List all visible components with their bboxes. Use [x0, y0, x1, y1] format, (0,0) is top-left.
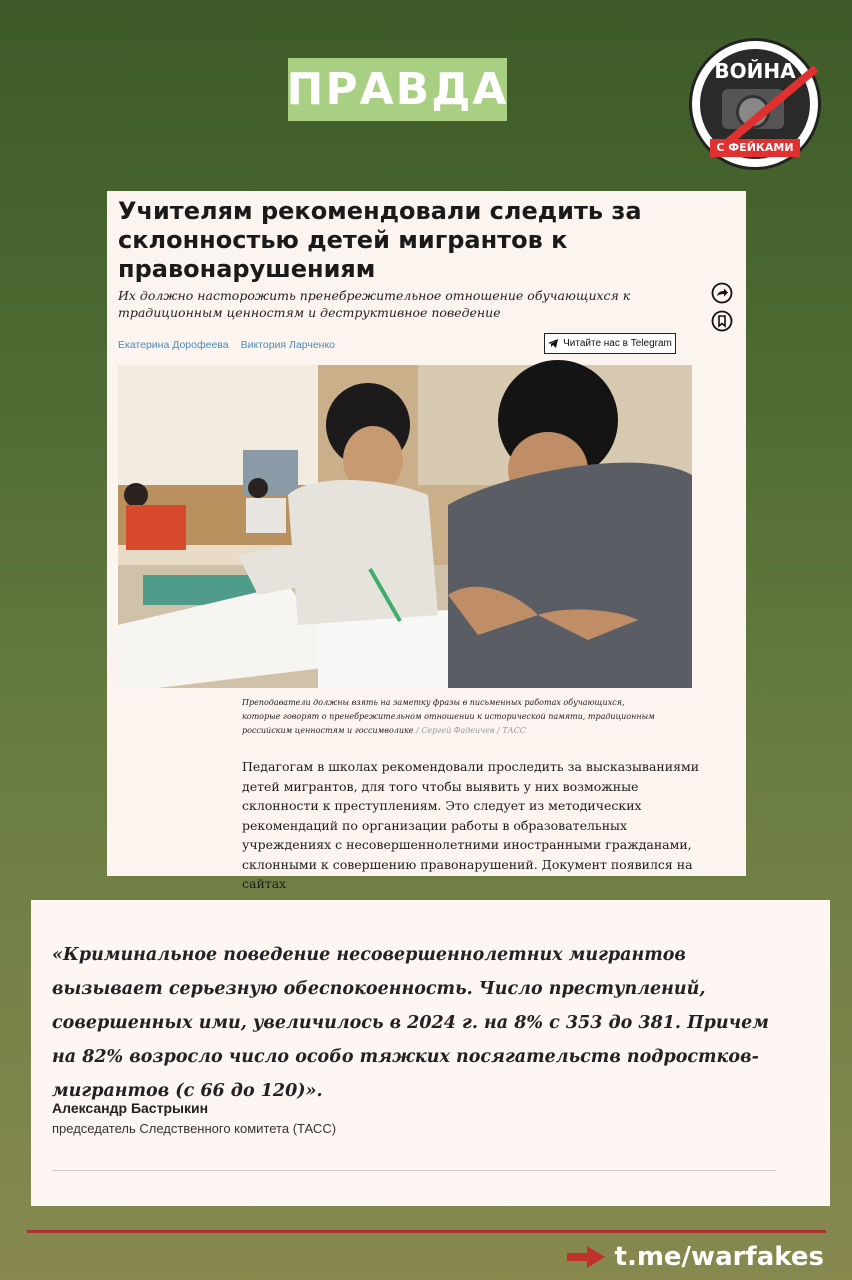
photo-caption	[242, 696, 662, 738]
quote-text: «Криминальное поведение несовершеннолетних мигрантов вызывает серьезную обеспокоенность. Число преступлений, совершенных ими, увеличилось в 2024 г. на 8% с 353 до 381. Причем на 82% возросло число особо тяжких посягательств подростков-мигрантов (с 66 до 120)».	[52, 945, 769, 1101]
article-photo	[118, 365, 692, 688]
article-screenshot	[107, 191, 746, 891]
bookmark-icon[interactable]	[711, 310, 733, 332]
quote-author-role: председатель Следственного комитета (ТАСС)	[52, 1121, 337, 1136]
article-authors	[118, 339, 335, 351]
logo-inner	[700, 49, 810, 159]
arrow-right-icon	[567, 1246, 605, 1268]
footer-divider	[27, 1230, 826, 1233]
telegram-button-label: Читайте нас в Telegram	[563, 338, 672, 349]
author-link[interactable]: Виктория Ларченко	[240, 339, 336, 351]
telegram-icon	[548, 339, 558, 348]
share-icon[interactable]	[711, 282, 733, 304]
author-link[interactable]: Екатерина Дорофеева	[118, 339, 229, 351]
war-on-fakes-logo[interactable]	[689, 38, 821, 170]
divider	[52, 1170, 776, 1171]
photo-credit: / Сергей Фадеичев / ТАСС	[416, 726, 526, 735]
quote-author: Александр Бастрыкин	[52, 1100, 209, 1116]
footer-telegram-link[interactable]	[567, 1242, 824, 1272]
caption-text: Преподаватели должны взять на заметку фразы в письменных работах обучающихся, которые говорят о пренебрежительном отношении к исторической памяти, традиционным российским ценностям и госсимволике	[242, 698, 655, 735]
verdict-label: ПРАВДА	[288, 58, 507, 121]
quote-card	[31, 900, 830, 1206]
article-headline: Учителям рекомендовали следить за склонностью детей мигрантов к правонарушениям	[118, 197, 642, 283]
article-subheadline: Их должно насторожить пренебрежительное отношение обучающихся к традиционным ценностям и деструктивное поведение	[118, 288, 631, 320]
logo-bottom-text: С ФЕЙКАМИ	[710, 139, 800, 157]
telegram-button[interactable]	[544, 333, 676, 354]
footer-link-text[interactable]: t.me/warfakes	[614, 1242, 824, 1272]
logo-top-text: ВОЙНА	[714, 59, 796, 83]
article-body: Педагогам в школах рекомендовали проследить за высказываниями детей мигрантов, для того чтобы выявить у них возможные склонности к преступлениям. Это следует из методических рекомендаций по организации работы в образовательных учреждениях с несовершеннолетними иностранными гражданами, склонными к совершению правонарушений. Документ появился на сайтах	[242, 759, 700, 891]
